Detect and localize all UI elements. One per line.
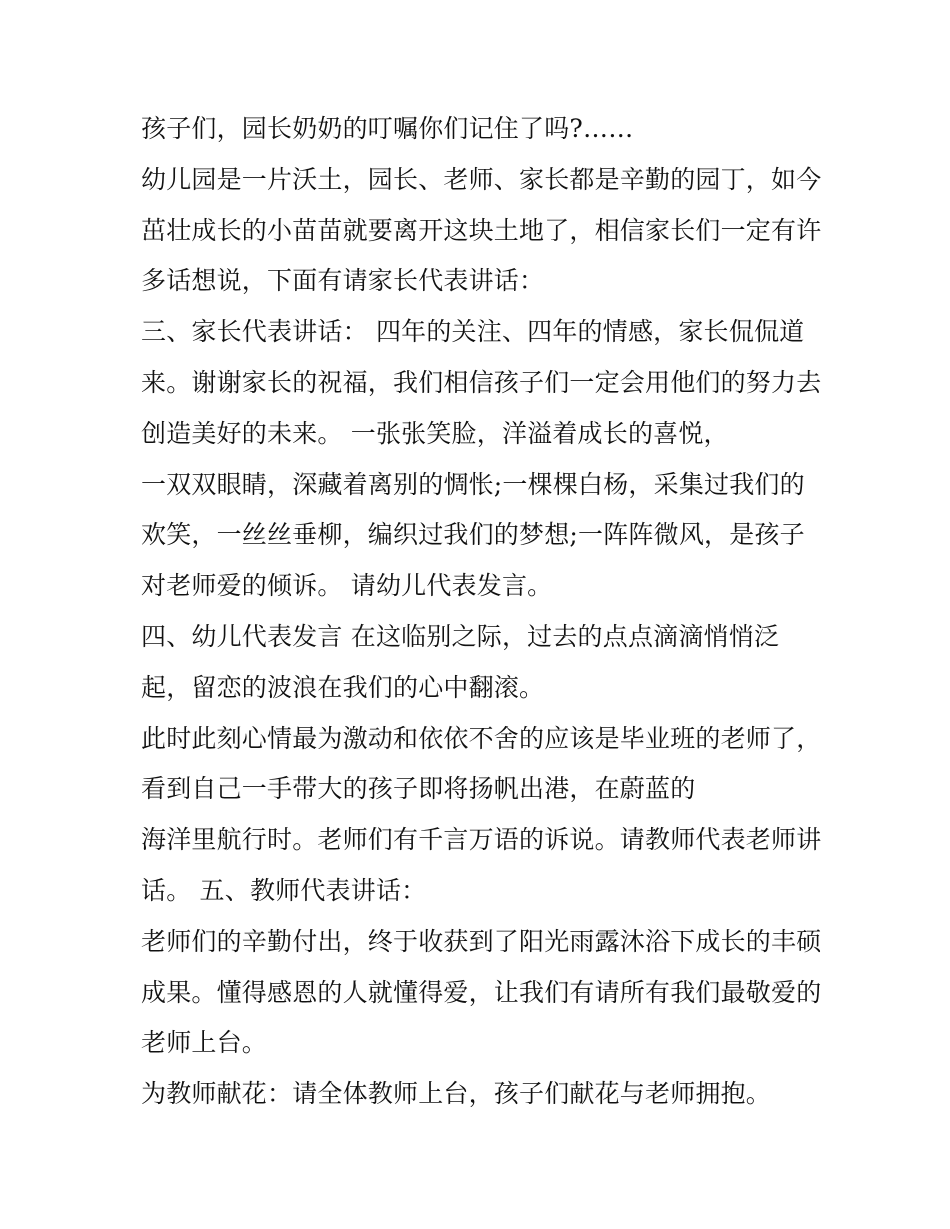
text-line: 为教师献花：请全体教师上台，孩子们献花与老师拥抱。 xyxy=(141,1079,772,1109)
body-text xyxy=(141,104,841,1120)
text-line: 看到自己一手带大的孩子即将扬帆出港，在蔚蓝的 xyxy=(141,774,696,804)
text-line: 茁壮成长的小苗苗就要离开这块土地了，相信家长们一定有许 xyxy=(141,215,822,245)
text-line: 创造美好的未来。 一张张笑脸，洋溢着成长的喜悦， xyxy=(141,418,729,448)
text-line: 成果。懂得感恩的人就懂得爱，让我们有请所有我们最敬爱的 xyxy=(141,977,822,1007)
text-line: 欢笑，一丝丝垂柳，编织过我们的梦想;一阵阵微风，是孩子 xyxy=(141,520,805,550)
text-line: 起，留恋的波浪在我们的心中翻滚。 xyxy=(141,672,545,702)
text-line: 幼儿园是一片沃土，园长、老师、家长都是辛勤的园丁，如今 xyxy=(141,164,822,194)
text-line: 老师们的辛勤付出，终于收获到了阳光雨露沐浴下成长的丰硕 xyxy=(141,926,822,956)
text-line: 多话想说，下面有请家长代表讲话： xyxy=(141,266,545,296)
text-line: 一双双眼睛，深藏着离别的惆怅;一棵棵白杨，采集过我们的 xyxy=(141,469,805,499)
text-line: 此时此刻心情最为激动和依依不舍的应该是毕业班的老师了， xyxy=(141,723,822,753)
text-line: 来。谢谢家长的祝福，我们相信孩子们一定会用他们的努力去 xyxy=(141,367,822,397)
text-line: 话。 五、教师代表讲话： xyxy=(141,875,427,905)
text-line: 三、家长代表讲话： 四年的关注、四年的情感，家长侃侃道 xyxy=(141,317,805,347)
text-line: 四、幼儿代表发言 在这临别之际，过去的点点滴滴悄悄泛 xyxy=(141,621,780,651)
text-line: 海洋里航行时。老师们有千言万语的诉说。请教师代表老师讲 xyxy=(141,825,822,855)
text-line: 老师上台。 xyxy=(141,1028,268,1058)
text-line: 对老师爱的倾诉。 请幼儿代表发言。 xyxy=(141,571,553,601)
text-line: 孩子们，园长奶奶的叮嘱你们记住了吗?…… xyxy=(141,114,634,143)
